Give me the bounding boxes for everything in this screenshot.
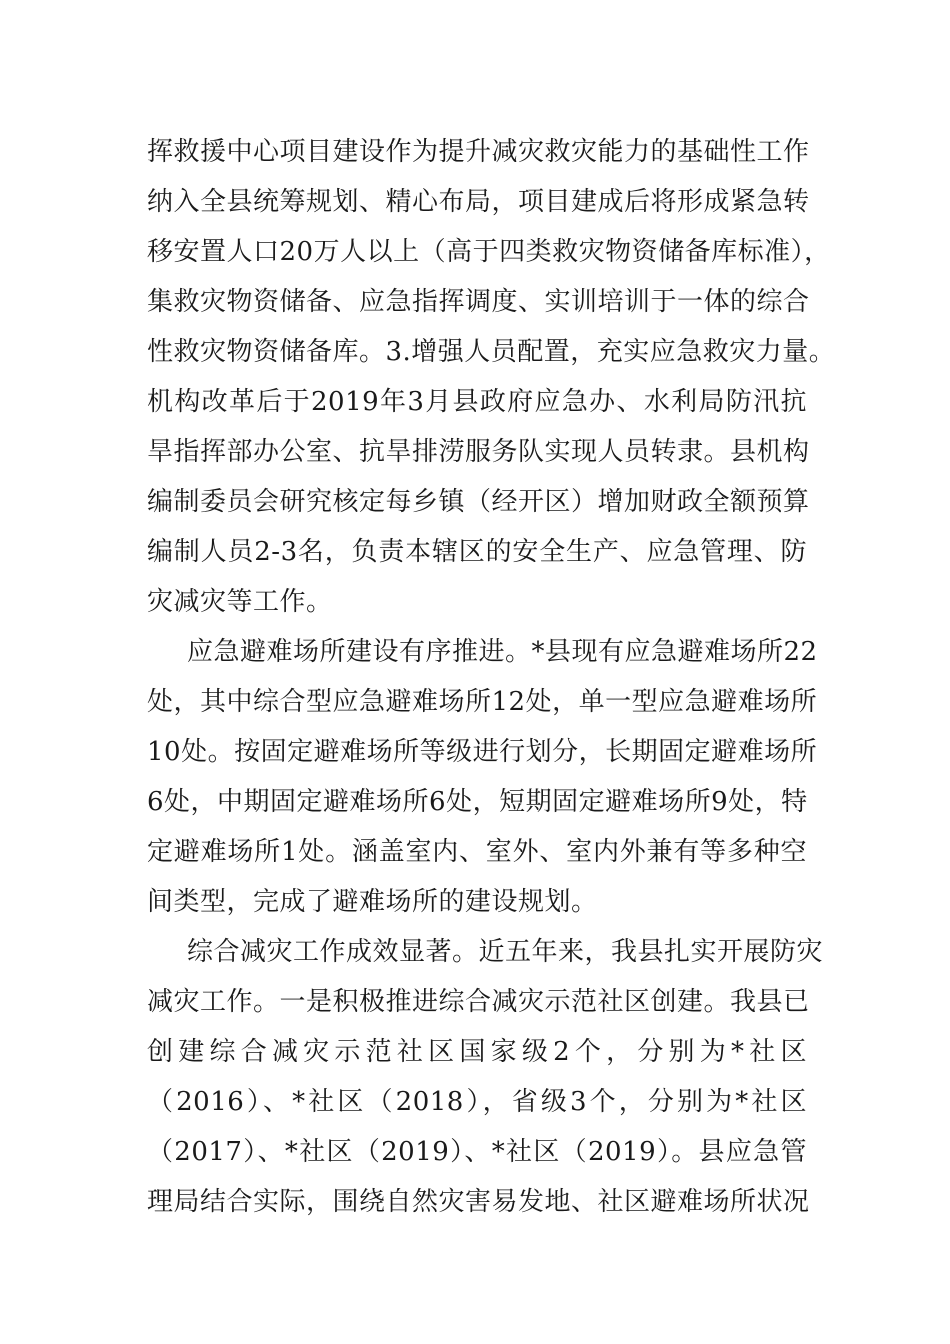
text-line: 减灾工作。一是积极推进综合减灾示范社区创建。我县已 [147,987,810,1017]
text-line: 处，其中综合型应急避难场所12处，单一型应急避难场所 [147,687,818,717]
paragraph-first-line: 综合减灾工作成效显著。近五年来，我县扎实开展防灾 [187,937,824,967]
text-line: 定避难场所1处。涵盖室内、室外、室内外兼有等多种空 [147,837,807,867]
text-line: 10处。按固定避难场所等级进行划分，长期固定避难场所 [147,737,818,767]
text-line: （2017）、*社区（2019）、*社区（2019）。县应急管 [147,1137,807,1167]
text-line: 编制委员会研究核定每乡镇（经开区）增加财政全额预算 [147,487,810,517]
text-line: 理局结合实际，围绕自然灾害易发地、社区避难场所状况 [147,1187,810,1217]
paragraph-first-line: 应急避难场所建设有序推进。*县现有应急避难场所22 [187,637,818,667]
text-line: 纳入全县统筹规划、精心布局，项目建成后将形成紧急转 [147,187,810,217]
text-line: （2016）、*社区（2018），省级3个，分别为*社区 [147,1087,807,1117]
text-line: 旱指挥部办公室、抗旱排涝服务队实现人员转隶。县机构 [147,437,810,467]
text-line: 6处，中期固定避难场所6处，短期固定避难场所9处，特 [147,787,808,817]
text-line: 机构改革后于2019年3月县政府应急办、水利局防汛抗 [147,387,807,417]
text-line: 挥救援中心项目建设作为提升减灾救灾能力的基础性工作 [147,137,810,167]
document-page [147,132,836,1232]
text-line: 间类型，完成了避难场所的建设规划。 [147,887,598,917]
text-line: 创建综合减灾示范社区国家级2个，分别为*社区 [147,1037,807,1067]
text-line: 性救灾物资储备库。3.增强人员配置，充实应急救灾力量。 [147,337,836,367]
text-line: 编制人员2-3名，负责本辖区的安全生产、应急管理、防 [147,537,807,567]
text-line: 集救灾物资储备、应急指挥调度、实训培训于一体的综合 [147,287,810,317]
text-line: 移安置人口20万人以上（高于四类救灾物资储备库标准）， [147,237,831,267]
text-line: 灾减灾等工作。 [147,587,333,617]
